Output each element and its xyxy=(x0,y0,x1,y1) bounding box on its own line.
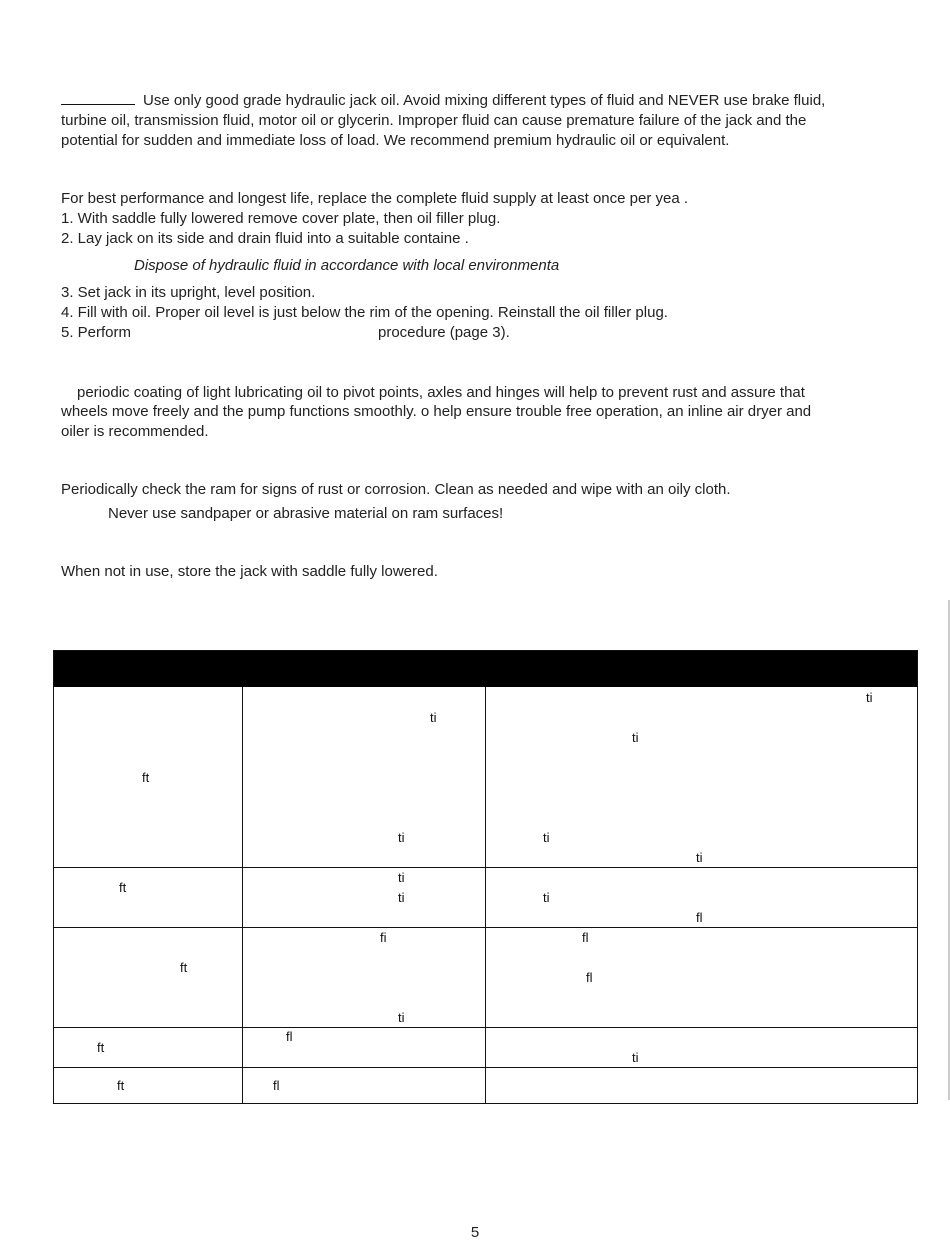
row-divider-4 xyxy=(54,1067,917,1068)
replacement-step-1: 1. With saddle fully lowered remove cover plate, then oil filler plug. xyxy=(61,210,501,227)
table-glyph: ti xyxy=(398,1010,405,1025)
fluid-line-3: potential for sudden and immediate loss of load. We recommend premium hydraulic oil or equivalent. xyxy=(61,132,730,149)
table-glyph: fl xyxy=(696,910,703,925)
storage-line: When not in use, store the jack with saddle fully lowered. xyxy=(61,563,438,580)
table-glyph: ti xyxy=(632,730,639,745)
lubrication-line-1: periodic coating of light lubricating oil to pivot points, axles and hinges will help to prevent rust and assure that xyxy=(77,384,805,401)
table-glyph: ti xyxy=(543,830,550,845)
table-glyph: ti xyxy=(398,830,405,845)
rust-line-1: Periodically check the ram for signs of rust or corrosion. Clean as needed and wipe with an oily cloth. xyxy=(61,481,731,498)
replacement-step-3: 3. Set jack in its upright, level position. xyxy=(61,284,316,301)
table-glyph: fl xyxy=(273,1078,280,1093)
table-glyph: ti xyxy=(398,870,405,885)
table-glyph: fl xyxy=(586,970,593,985)
replacement-step-4: 4. Fill with oil. Proper oil level is just below the rim of the opening. Reinstall the oil filler plug. xyxy=(61,304,668,321)
lubrication-line-3: oiler is recommended. xyxy=(61,423,209,440)
table-glyph: ti xyxy=(398,890,405,905)
table-glyph: ft xyxy=(97,1040,105,1055)
fluid-line-1 xyxy=(61,91,825,111)
table-glyph: ft xyxy=(117,1078,125,1093)
table-glyph: ft xyxy=(142,770,150,785)
table-glyph: ti xyxy=(632,1050,639,1065)
replacement-step-5-a: 5. Perform xyxy=(61,324,132,341)
replacement-intro: For best performance and longest life, replace the complete fluid supply at least once per yea . xyxy=(61,190,689,207)
troubleshooting-table xyxy=(53,650,918,1104)
table-header-bar xyxy=(54,651,917,687)
row-divider-3 xyxy=(54,1027,917,1028)
column-divider-1 xyxy=(242,687,243,1103)
rust-warning: Never use sandpaper or abrasive material on ram surfaces! xyxy=(108,505,504,522)
fluid-line-2: turbine oil, transmission fluid, motor oil or glycerin. Improper fluid can cause premature failure of the jack and the xyxy=(61,112,807,129)
replacement-step-2: 2. Lay jack on its side and drain fluid into a suitable containe . xyxy=(61,230,469,247)
table-glyph: ti xyxy=(696,850,703,865)
warning-label-blank xyxy=(61,91,135,105)
table-glyph: fl xyxy=(582,930,589,945)
replacement-step-5-b: procedure (page 3). xyxy=(378,324,510,341)
row-divider-2 xyxy=(54,927,917,928)
table-glyph: ti xyxy=(543,890,550,905)
lubrication-line-2: wheels move freely and the pump functions smoothly. o help ensure trouble free operation, an inline air dryer and xyxy=(61,403,812,420)
fluid-warning-text: Use only good grade hydraulic jack oil. Avoid mixing different types of fluid and NEVER use brake fluid, xyxy=(143,92,826,109)
dispose-note: Dispose of hydraulic fluid in accordance with local environmenta xyxy=(134,257,560,274)
column-divider-2 xyxy=(485,687,486,1103)
table-glyph: ti xyxy=(430,710,437,725)
table-glyph: ft xyxy=(119,880,127,895)
table-glyph: fi xyxy=(380,930,387,945)
table-glyph: ft xyxy=(180,960,188,975)
table-glyph-extra: fl xyxy=(286,1029,293,1044)
table-glyph: ti xyxy=(866,690,873,705)
page-number: 5 xyxy=(470,1224,480,1241)
row-divider-1 xyxy=(54,867,917,868)
